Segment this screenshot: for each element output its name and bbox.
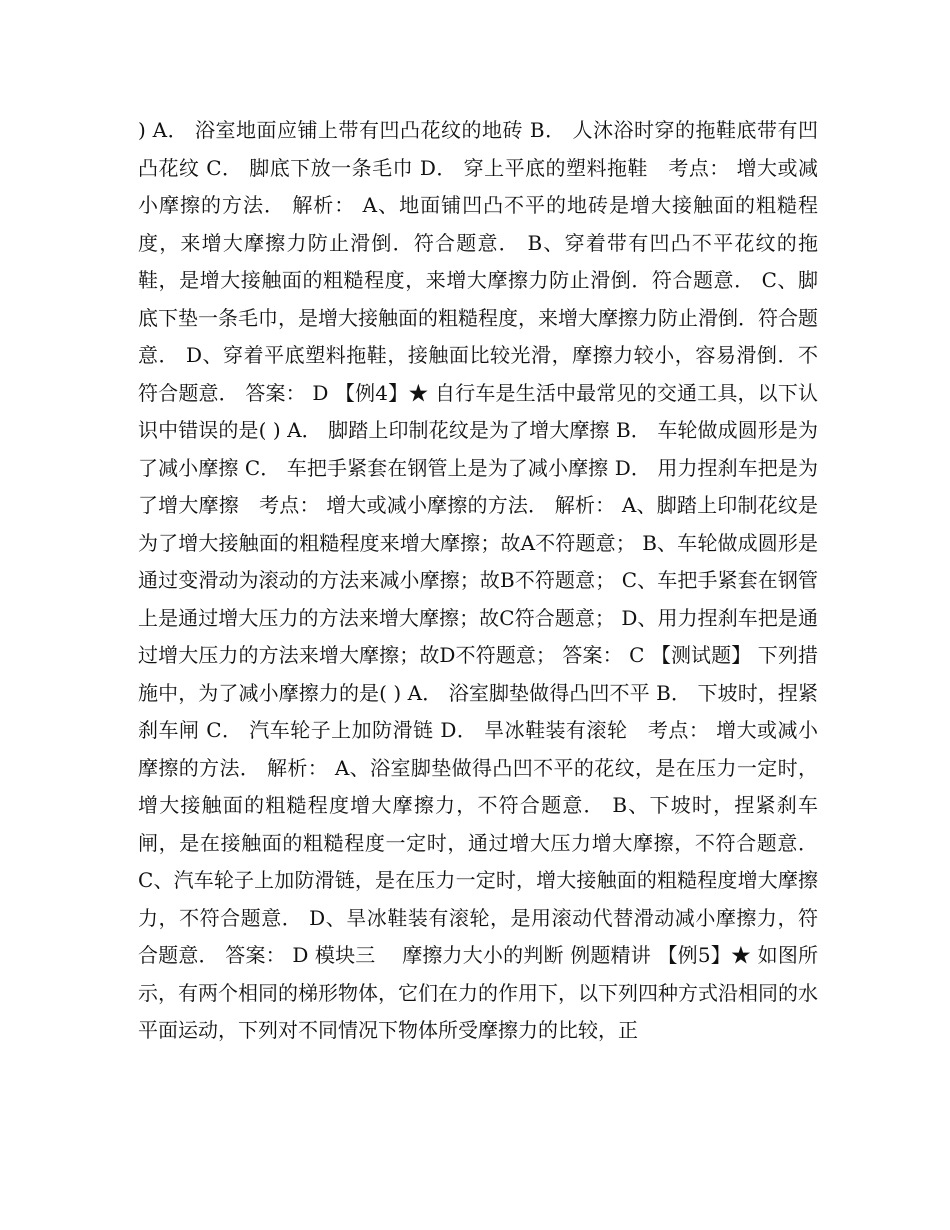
document-body-text: ) A． 浴室地面应铺上带有凹凸花纹的地砖 B． 人沐浴时穿的拖鞋底带有凹凸花纹 C． 脚底下放一条毛巾 D． 穿上平底的塑料拖鞋 考点： 增大或减小摩擦的方法． 解析： A、地面铺凹凸不平的地砖是增大接触面的粗糙程度，来增大摩擦力防止滑倒．符合题意． B、穿着带有凹凸不平花纹的拖鞋，是增大接触面的粗糙程度，来增大摩擦力防止滑倒．符合题意． C、脚底下垫一条毛巾，是增大接触面的粗糙程度，来增大摩擦力防止滑倒．符合题意． D、穿着平底塑料拖鞋，接触面比较光滑，摩擦力较小，容易滑倒．不符合题意． 答案： D 【例4】★ 自行车是生活中最常见的交通工具，以下认识中错误的是( ) A． 脚踏上印制花纹是为了增大摩擦 B． 车轮做成圆形是为了减小摩擦 C． 车把手紧套在钢管上是为了减小摩擦 D． 用力捏刹车把是为了增大摩擦 考点： 增大或减小摩擦的方法． 解析： A、脚踏上印制花纹是为了增大接触面的粗糙程度来增大摩擦；故A不符题意； B、车轮做成圆形是通过变滑动为滚动的方法来减小摩擦；故B不符题意； C、车把手紧套在钢管上是通过增大压力的方法来增大摩擦；故C符合题意； D、用力捏刹车把是通过增大压力的方法来增大摩擦；故D不符题意； 答案： C 【测试题】 下列措施中，为了减小摩擦力的是( ) A． 浴室脚垫做得凸凹不平 B． 下坡时，捏紧刹车闸 C． 汽车轮子上加防滑链 D． 旱冰鞋装有滚轮 考点： 增大或减小摩擦的方法． 解析： A、浴室脚垫做得凸凹不平的花纹，是在压力一定时，增大接触面的粗糙程度增大摩擦力，不符合题意． B、下坡时，捏紧刹车闸，是在接触面的粗糙程度一定时，通过增大压力增大摩擦，不符合题意． C、汽车轮子上加防滑链，是在压力一定时，增大接触面的粗糙程度增大摩擦力，不符合题意． D、旱冰鞋装有滚轮，是用滚动代替滑动减小摩擦力，符合题意． 答案： D 模块三 摩擦力大小的判断 例题精讲 【例5】★ 如图所示，有两个相同的梯形物体，它们在力的作用下，以下列四种方式沿相同的水平面运动，下列对不同情况下物体所受摩擦力的比较，正: [138, 118, 818, 1042]
